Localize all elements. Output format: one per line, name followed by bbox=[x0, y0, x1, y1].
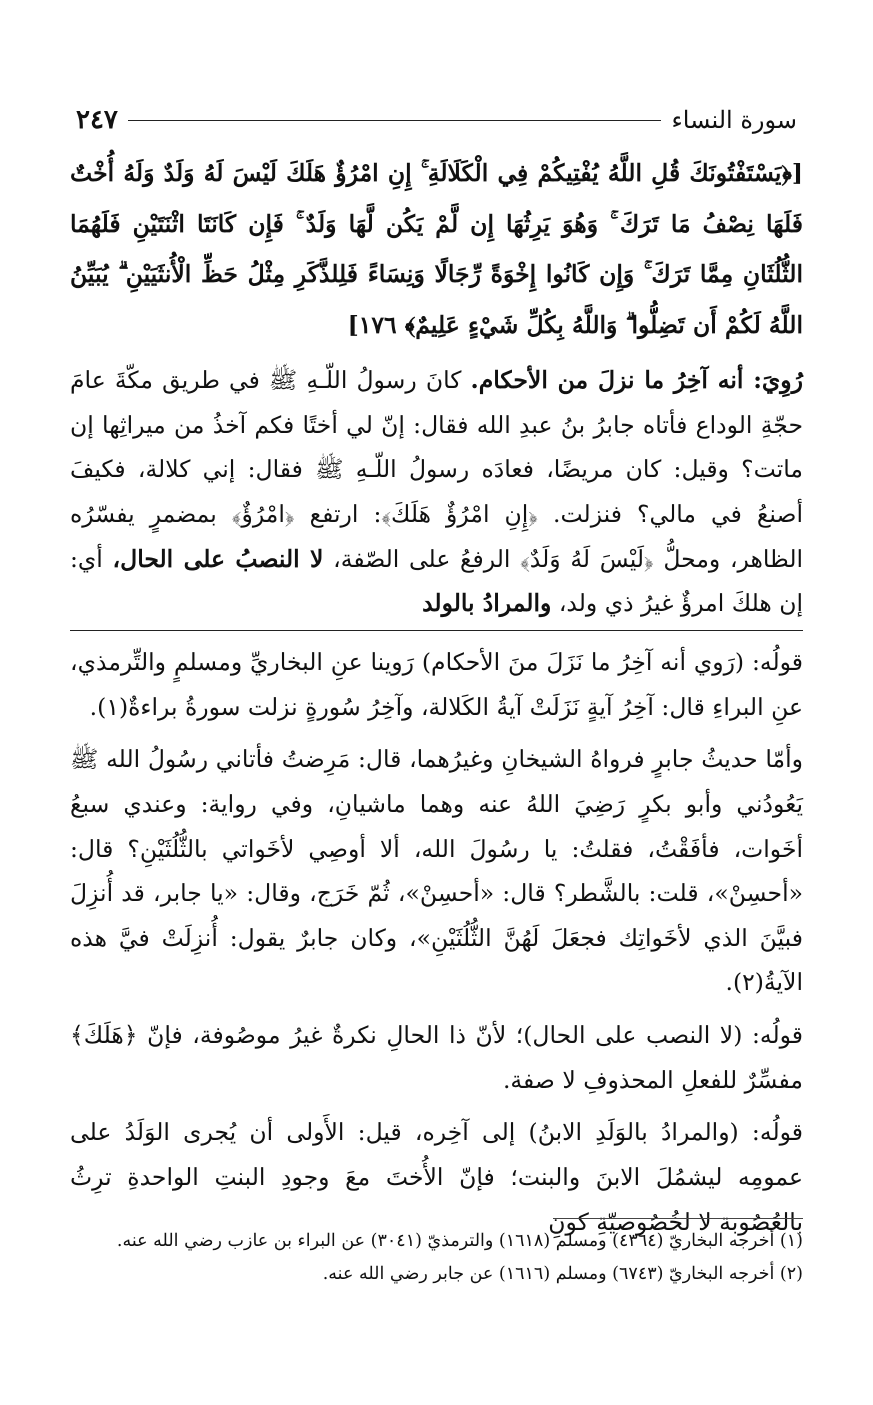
commentary-paragraph: قولُه: (والمرادُ بالوَلَدِ الابنُ) إلى آخِره، قيل: الأَولى أن يُجرى الوَلَدُ على عمومِه ليشمُلَ الابنَ والبنت؛ فإنّ الأُختَ معَ وجودِ البنتِ الواحدةِ ترِثُ بالعُصُوبة لا لخُصُوصيّةِ كونِ bbox=[70, 1118, 803, 1236]
tafsir-text: كانَ رسولُ اللّـهِ ﷺ في طريق مكّةَ عامَ حجّةِ الوداع فأتاه جابرُ بنُ عبدِ الله فقال: إنّ لي أختًا فكم آخذُ من ميراثِها إن ماتت؟ وقيل: كان مريضًا، فعادَه رسولُ اللّـهِ ﷺ فقال: إني كلالة، فكيفَ أصنعُ في مالي؟ فنزلت. ﴿إِنِ امْرُؤٌ هَلَكَ﴾: ارتفع ﴿امْرُؤٌ﴾ بمضمرٍ يفسّرُه الظاهر، ومحلُّ ﴿لَيْسَ لَهُ وَلَدٌ﴾ الرفعُ على الصّفة، bbox=[70, 366, 804, 573]
section-divider bbox=[70, 630, 803, 631]
footnote-divider bbox=[553, 1218, 803, 1219]
bold-phrase: والمرادُ بالولد bbox=[422, 589, 552, 618]
page-number: ٢٤٧ bbox=[76, 105, 118, 135]
footnote: (٢) أخرجه البخاريّ (٦٧٤٣) ومسلم (١٦١٦) عن جابر رضي الله عنه. bbox=[322, 1264, 803, 1285]
main-text bbox=[70, 148, 803, 634]
tafsir-paragraph bbox=[70, 358, 803, 626]
commentary-paragraph: وأمّا حديثُ جابرٍ فرواهُ الشيخانِ وغيرُهما، قال: مَرِضتُ فأتاني رسُولُ الله ﷺ يَعُودُني وأبو بكرٍ رَضِيَ اللهُ عنه وهما ماشيانِ، وفي رواية: وعندي سبعُ أخَوات، فأفَقْتُ، فقلتُ: يا رسُولَ الله، ألا أوصِي لأخَواتي بالثُّلُثَيْنِ؟ قال: «أحسِنْ»، قلت: بالشَّطر؟ قال: «أحسِنْ»، ثُمّ خَرَج، وقال: «يا جابر، قد أُنزِلَ فبيَّنَ الذي لأخَواتِك فجعَلَ لَهُنَّ الثُّلُثَيْنِ»، وكان جابرٌ يقول: أُنزِلَتْ فيَّ هذه الآيةُ(٢). bbox=[70, 745, 803, 997]
footnote: (١) أخرجه البخاريّ (٤٣٦٤) ومسلم (١٦١٨) والترمذيّ (٣٠٤١) عن البراء بن عازب رضي الله عنه. bbox=[116, 1231, 803, 1251]
commentary-paragraph: قولُه: (رَوي أنه آخِرُ ما نَزَلَ منَ الأحكام) رَوينا عنِ البخاريِّ ومسلمٍ والتِّرمذي، عنِ البراءِ قال: آخِرُ آيةٍ نَزَلَتْ آيةُ الكَلالة، وآخِرُ سُورةٍ نزلت سورةُ براءةٌ(١). bbox=[70, 648, 803, 721]
commentary-text bbox=[70, 640, 803, 1252]
tafsir-text: أي: إن هلكَ امرؤٌ غيرُ ذي ولد، bbox=[70, 544, 803, 618]
header-rule bbox=[128, 120, 662, 121]
bold-phrase: رُوِيَ: أنه آخِرُ ما نزلَ من الأحكام. bbox=[470, 366, 803, 395]
footnotes bbox=[70, 1225, 803, 1292]
quran-verse: [﴿يَسْتَفْتُونَكَ قُلِ اللَّهُ يُفْتِيكُمْ فِي الْكَلَالَةِ ۚ إِنِ امْرُؤٌ هَلَكَ لَيْسَ لَهُ وَلَدٌ وَلَهُ أُخْتٌ فَلَهَا نِصْفُ مَا تَرَكَ ۚ وَهُوَ يَرِثُهَا إِن لَّمْ يَكُن لَّهَا وَلَدٌ ۚ فَإِن كَانَتَا اثْنَتَيْنِ فَلَهُمَا الثُّلُثَانِ مِمَّا تَرَكَ ۚ وَإِن كَانُوا إِخْوَةً رِّجَالًا وَنِسَاءً فَلِلذَّكَرِ مِثْلُ حَظِّ الْأُنثَيَيْنِ ۗ يُبَيِّنُ اللَّهُ لَكُمْ أَن تَضِلُّوا ۗ وَاللَّهُ بِكُلِّ شَيْءٍ عَلِيمٌ﴾ ١٧٦] bbox=[70, 159, 803, 339]
page-header bbox=[76, 100, 797, 140]
bold-phrase: لا النصبُ على الحال، bbox=[112, 544, 324, 573]
surah-name: سورة النساء bbox=[671, 106, 797, 134]
commentary-paragraph: قولُه: (لا النصب على الحال)؛ لأنّ ذا الحالِ نكرةٌ غيرُ موصُوفة، فإنّ ﴿هَلَكَ﴾ مفسِّرٌ للفعلِ المحذوفِ لا صفة. bbox=[70, 1021, 803, 1094]
